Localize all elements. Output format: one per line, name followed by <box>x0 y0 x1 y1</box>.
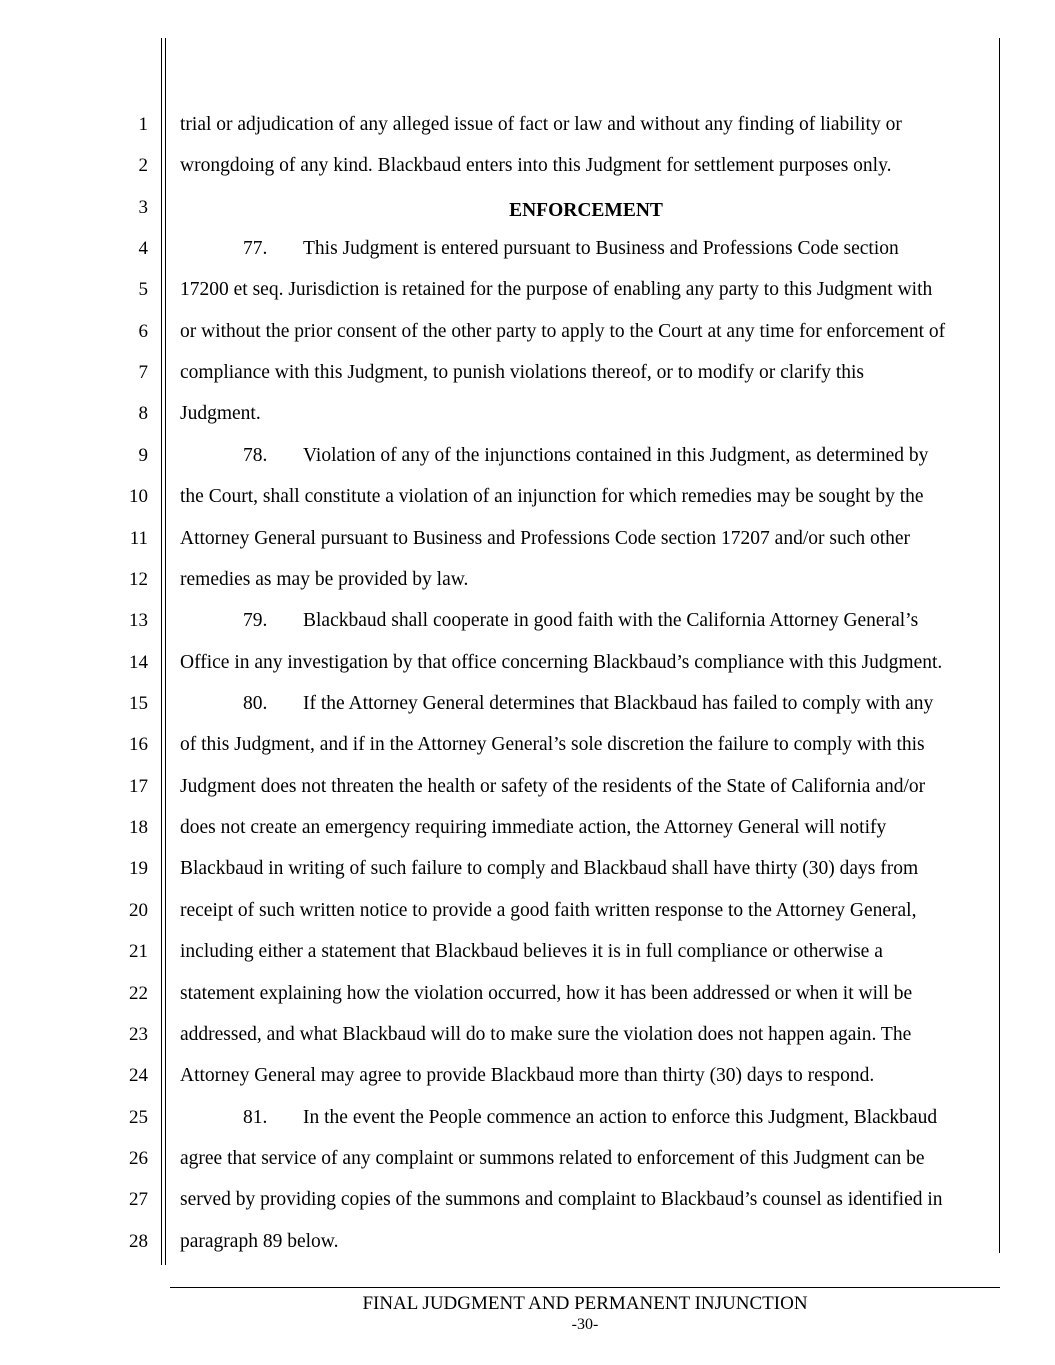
text-line: trial or adjudication of any alleged issue of fact or law and without any finding of liability or <box>180 114 902 135</box>
paragraph-number: 78. <box>243 445 268 466</box>
text-line: 17200 et seq. Jurisdiction is retained for the purpose of enabling any party to this Judgment with <box>180 279 933 300</box>
footer-title: FINAL JUDGMENT AND PERMANENT INJUNCTION <box>362 1293 808 1314</box>
line-number: 17 <box>129 776 148 797</box>
text-line: the Court, shall constitute a violation of an injunction for which remedies may be sought by the <box>180 486 924 507</box>
text-line: compliance with this Judgment, to punish violations thereof, or to modify or clarify this <box>180 362 865 383</box>
line-number: 5 <box>138 279 148 300</box>
line-number: 23 <box>129 1024 148 1045</box>
text-line: paragraph 89 below. <box>180 1231 339 1252</box>
line-number: 24 <box>129 1065 148 1086</box>
left-margin-rule-inner <box>165 38 166 1265</box>
text-line: agree that service of any complaint or summons related to enforcement of this Judgment can be <box>180 1148 925 1169</box>
paragraph-number: 81. <box>243 1107 268 1128</box>
line-number: 28 <box>129 1231 148 1252</box>
text-line: served by providing copies of the summons and complaint to Blackbaud’s counsel as identified in <box>180 1189 943 1210</box>
line-number: 26 <box>129 1148 148 1169</box>
line-number: 25 <box>129 1107 148 1128</box>
left-margin-rule-outer <box>161 38 162 1265</box>
text-line: does not create an emergency requiring immediate action, the Attorney General will notify <box>180 817 887 838</box>
text-line: or without the prior consent of the other party to apply to the Court at any time for enforcement of <box>180 321 946 342</box>
paragraph-77-first-line <box>243 238 899 260</box>
text-line: In the event the People commence an action to enforce this Judgment, Blackbaud <box>303 1107 938 1128</box>
paragraph-number: 77. <box>243 238 268 259</box>
line-number: 15 <box>129 693 148 714</box>
paragraph-number: 80. <box>243 693 268 714</box>
line-number: 1 <box>138 114 148 135</box>
text-line: Office in any investigation by that office concerning Blackbaud’s compliance with this Judgment. <box>180 652 943 673</box>
right-margin-rule <box>999 38 1000 1253</box>
line-number: 10 <box>129 486 148 507</box>
text-line: Judgment does not threaten the health or safety of the residents of the State of California and/or <box>180 776 926 797</box>
line-number: 27 <box>129 1189 148 1210</box>
paragraph-81-first-line <box>243 1107 937 1129</box>
line-number: 19 <box>129 858 148 879</box>
text-line: wrongdoing of any kind. Blackbaud enters into this Judgment for settlement purposes only. <box>180 155 892 176</box>
text-line: of this Judgment, and if in the Attorney General’s sole discretion the failure to comply with this <box>180 734 925 755</box>
paragraph-79-first-line <box>243 610 918 632</box>
line-number: 16 <box>129 734 148 755</box>
text-line: remedies as may be provided by law. <box>180 569 469 590</box>
line-number: 3 <box>138 197 148 218</box>
text-line: including either a statement that Blackbaud believes it is in full compliance or otherwise a <box>180 941 883 962</box>
paragraph-number: 79. <box>243 610 268 631</box>
line-number: 2 <box>138 155 148 176</box>
text-line: Blackbaud in writing of such failure to comply and Blackbaud shall have thirty (30) days from <box>180 858 919 879</box>
line-number: 9 <box>138 445 148 466</box>
text-line: This Judgment is entered pursuant to Business and Professions Code section <box>303 238 899 259</box>
text-line: addressed, and what Blackbaud will do to make sure the violation does not happen again. The <box>180 1024 912 1045</box>
footer-rule <box>170 1287 1000 1288</box>
line-number: 6 <box>138 321 148 342</box>
line-number: 8 <box>138 403 148 424</box>
paragraph-80-first-line <box>243 693 933 715</box>
line-number: 4 <box>138 238 148 259</box>
text-line: Attorney General pursuant to Business and Professions Code section 17207 and/or such other <box>180 528 911 549</box>
text-line: statement explaining how the violation occurred, how it has been addressed or when it will be <box>180 983 913 1004</box>
line-number: 12 <box>129 569 148 590</box>
text-line: Violation of any of the injunctions contained in this Judgment, as determined by <box>303 445 929 466</box>
paragraph-78-first-line <box>243 445 928 467</box>
line-number: 7 <box>138 362 148 383</box>
line-number: 21 <box>129 941 148 962</box>
line-number: 11 <box>129 528 148 549</box>
section-heading: ENFORCEMENT <box>509 200 663 221</box>
page-number: -30- <box>571 1316 599 1333</box>
text-line: Attorney General may agree to provide Blackbaud more than thirty (30) days to respond. <box>180 1065 875 1086</box>
line-number: 22 <box>129 983 148 1004</box>
line-number: 13 <box>129 610 148 631</box>
text-line: receipt of such written notice to provide a good faith written response to the Attorney General, <box>180 900 917 921</box>
text-line: If the Attorney General determines that Blackbaud has failed to comply with any <box>303 693 934 714</box>
line-number: 18 <box>129 817 148 838</box>
line-number: 20 <box>129 900 148 921</box>
line-number: 14 <box>129 652 148 673</box>
text-line: Judgment. <box>180 403 261 424</box>
text-line: Blackbaud shall cooperate in good faith with the California Attorney General’s <box>303 610 919 631</box>
